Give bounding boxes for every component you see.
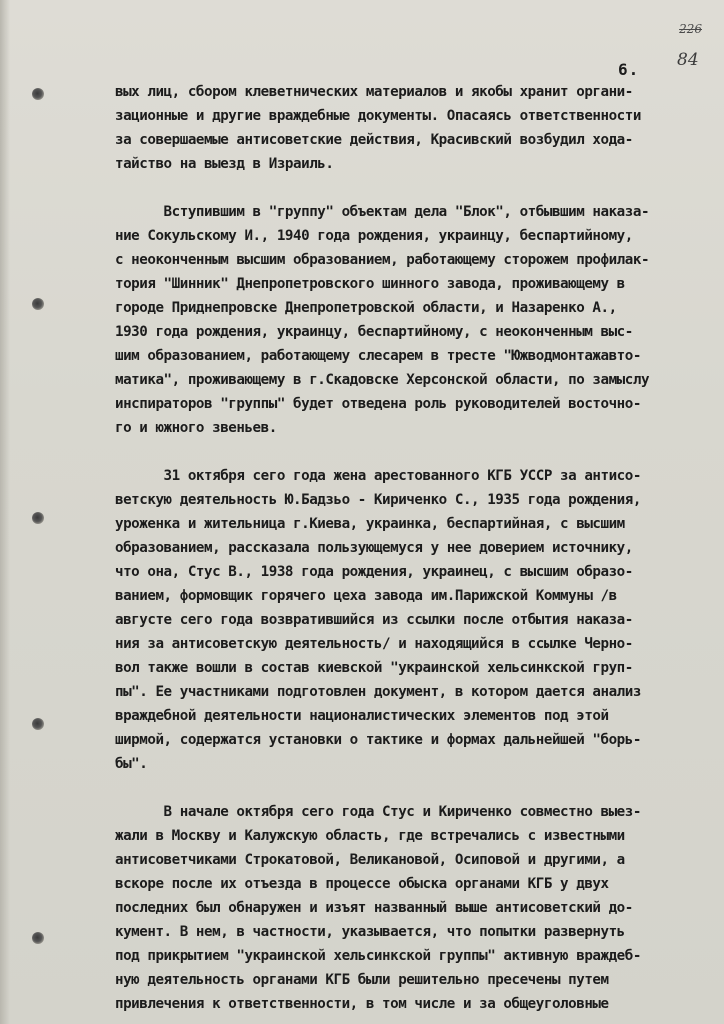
text-line: зационные и другие враждебные документы. Опасаясь ответственности: [115, 108, 641, 124]
text-line: ванием, формовщик горячего цеха завода им.Парижской Коммуны /в: [115, 588, 617, 604]
text-line: уроженка и жительница г.Киева, украинка, беспартийная, с высшим: [115, 516, 625, 532]
text-line: 1930 года рождения, украинцу, беспартийному, с неоконченным выс-: [115, 324, 633, 340]
paragraph: [115, 200, 705, 440]
text-line: В начале октября сего года Стус и Кириченко совместно выез-: [115, 804, 641, 820]
text-line: шим образованием, работающему слесарем в тресте "Южводмонтажавто-: [115, 348, 641, 364]
page-number: 6.: [618, 60, 640, 79]
paragraph: [115, 464, 705, 776]
paragraph-gap: [115, 176, 705, 200]
document-body: [115, 80, 705, 1016]
paragraph-gap: [115, 776, 705, 800]
text-line: ширмой, содержатся установки о тактике и формах дальнейшей "борь-: [115, 732, 641, 748]
text-line: Вступившим в "группу" объектам дела "Блок", отбывшим наказа-: [115, 204, 650, 220]
handwritten-page-number: 84: [677, 50, 699, 70]
text-line: тайство на выезд в Израиль.: [115, 156, 334, 172]
page-edge-shadow: [0, 0, 10, 1024]
text-line: за совершаемые антисоветские действия, Красивский возбудил хода-: [115, 132, 633, 148]
text-line: городе Приднепровске Днепропетровской области, и Назаренко А.,: [115, 300, 617, 316]
punch-hole: [32, 298, 44, 310]
text-line: вскоре после их отъезда в процессе обыска органами КГБ у двух: [115, 876, 609, 892]
text-line: августе сего года возвратившийся из ссылки после отбытия наказа-: [115, 612, 633, 628]
paragraph: [115, 800, 705, 1016]
text-line: матика", проживающему в г.Скадовске Херсонской области, по замыслу: [115, 372, 650, 388]
paragraph: [115, 80, 705, 176]
text-line: привлечения к ответственности, в том числе и за общеуголовные: [115, 996, 609, 1012]
text-line: образованием, рассказала пользующемуся у нее доверием источнику,: [115, 540, 633, 556]
text-line: тория "Шинник" Днепропетровского шинного завода, проживающему в: [115, 276, 625, 292]
archive-number: 226: [679, 22, 702, 36]
text-line: 31 октября сего года жена арестованного КГБ УССР за антисо-: [115, 468, 641, 484]
text-line: под прикрытием "украинской хельсинкской группы" активную враждеб-: [115, 948, 641, 964]
punch-hole: [32, 88, 44, 100]
punch-hole: [32, 718, 44, 730]
text-line: последних был обнаружен и изъят названный выше антисоветский до-: [115, 900, 633, 916]
text-line: ветскую деятельность Ю.Бадзьо - Кириченко С., 1935 года рождения,: [115, 492, 641, 508]
punch-hole: [32, 512, 44, 524]
text-line: антисоветчиками Строкатовой, Великановой, Осиповой и другими, а: [115, 852, 625, 868]
text-line: го и южного звеньев.: [115, 420, 277, 436]
text-line: ние Сокульскому И., 1940 года рождения, украинцу, беспартийному,: [115, 228, 633, 244]
text-line: пы". Ее участниками подготовлен документ, в котором дается анализ: [115, 684, 641, 700]
text-line: инспираторов "группы" будет отведена роль руководителей восточно-: [115, 396, 641, 412]
text-line: вых лиц, сбором клеветнических материалов и якобы хранит органи-: [115, 84, 633, 100]
text-line: кумент. В нем, в частности, указывается, что попытки развернуть: [115, 924, 625, 940]
punch-hole: [32, 932, 44, 944]
paragraph-gap: [115, 440, 705, 464]
text-line: ния за антисоветскую деятельность/ и находящийся в ссылке Черно-: [115, 636, 633, 652]
text-line: ную деятельность органами КГБ были решительно пресечены путем: [115, 972, 609, 988]
text-line: бы".: [115, 756, 148, 772]
text-line: вол также вошли в состав киевской "украинской хельсинкской груп-: [115, 660, 633, 676]
text-line: с неоконченным высшим образованием, работающему сторожем профилак-: [115, 252, 650, 268]
text-line: что она, Стус В., 1938 года рождения, украинец, с высшим образо-: [115, 564, 633, 580]
text-line: враждебной деятельности националистических элементов под этой: [115, 708, 609, 724]
text-line: жали в Москву и Калужскую область, где встречались с известными: [115, 828, 625, 844]
